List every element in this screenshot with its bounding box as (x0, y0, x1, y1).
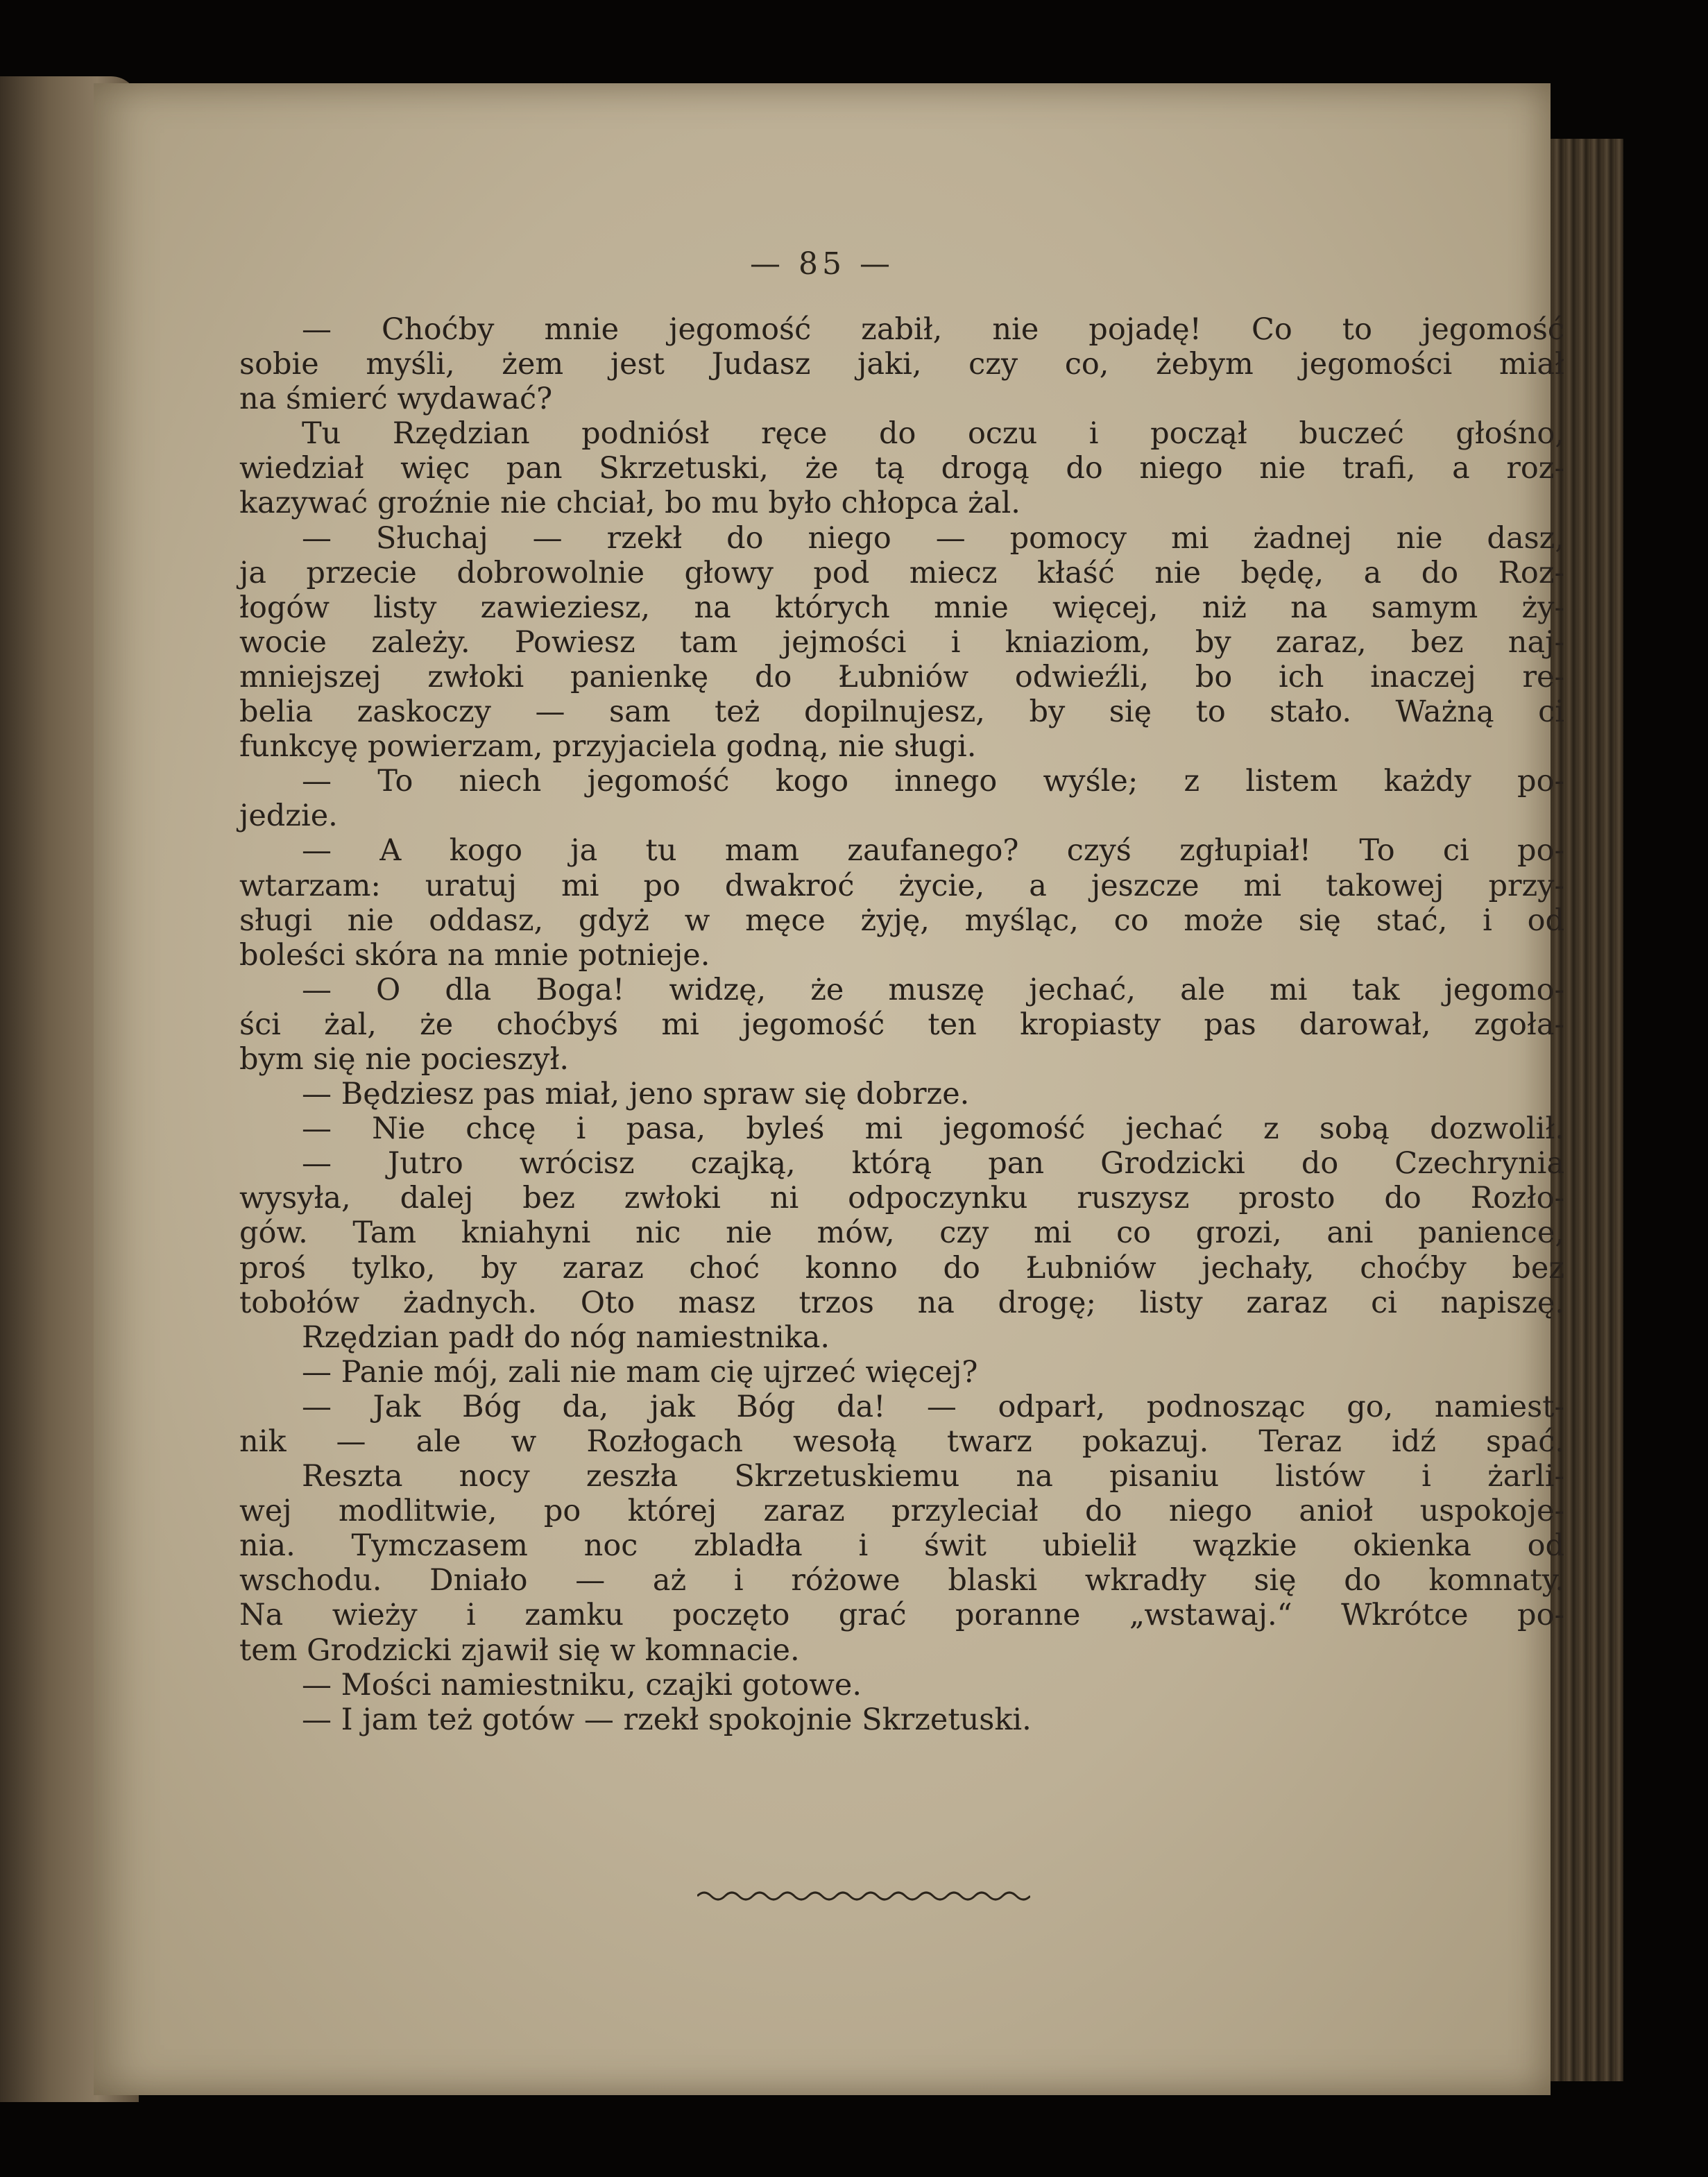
text-line: na śmierć wydawać? (239, 382, 553, 417)
text-line: mniejszej zwłoki panienkę do Łubniów odwieźli, bo ich inaczej re- (239, 659, 1564, 694)
text-line: — Mości namiestniku, czajki gotowe. (302, 1667, 862, 1702)
text-line: — Jak Bóg da, jak Bóg da! — odparł, podnosząc go, namiest- (302, 1389, 1564, 1424)
text-line: nik — ale w Rozłogach wesołą twarz pokazuj. Teraz idź spać. (239, 1424, 1564, 1459)
text-line: — Słuchaj — rzekł do niego — pomocy mi żadnej nie dasz, (302, 520, 1564, 556)
text-line: Na wieży i zamku poczęto grać poranne „wstawaj.“ Wkrótce po- (239, 1598, 1564, 1633)
text-line: tobołów żadnych. Oto masz trzos na drogę; listy zaraz ci napiszę. (239, 1285, 1564, 1320)
text-line: — Choćby mnie jegomość zabił, nie pojadę! Co to jegomość (302, 312, 1564, 347)
text-line: boleści skóra na mnie potnieje. (239, 937, 710, 973)
page-number: — 85 — (750, 246, 894, 282)
text-line: wej modlitwie, po której zaraz przyleciał do niego anioł uspokoje- (239, 1494, 1564, 1529)
text-line: — Panie mój, zali nie mam cię ujrzeć więcej? (302, 1354, 978, 1390)
book-page (94, 83, 1564, 2095)
text-line: sługi nie oddasz, gdyż w męce żyję, myśląc, co może się stać, i od (239, 903, 1564, 938)
text-line: gów. Tam kniahyni nic nie mów, czy mi co grozi, ani panience, (239, 1215, 1564, 1251)
text-line: — Jutro wrócisz czajką, którą pan Grodzicki do Czechrynia (302, 1146, 1564, 1181)
text-line: — I jam też gotów — rzekł spokojnie Skrzetuski. (302, 1702, 1032, 1737)
text-line: — Będziesz pas miał, jeno spraw się dobrze. (302, 1077, 970, 1112)
text-line: wschodu. Dniało — aż i różowe blaski wkradły się do komnaty. (239, 1563, 1564, 1598)
text-line: — A kogo ja tu mam zaufanego? czyś zgłupiał! To ci po- (302, 833, 1564, 869)
text-line: — To niech jegomość kogo innego wyśle; z listem każdy po- (302, 764, 1564, 799)
text-line: ści żal, że choćbyś mi jegomość ten kropiasty pas darował, zgoła- (239, 1007, 1564, 1042)
text-line: tem Grodzicki zjawił się w komnacie. (239, 1632, 800, 1668)
text-line: belia zaskoczy — sam też dopilnujesz, by się to stało. Ważną ci (239, 694, 1564, 730)
text-line: funkcyę powierzam, przyjaciela godną, nie sługi. (239, 729, 977, 765)
text-line: proś tylko, by zaraz choć konno do Łubniów jechały, choćby bez (239, 1250, 1564, 1286)
text-line: bym się nie pocieszył. (239, 1041, 570, 1077)
text-line: Reszta nocy zeszła Skrzetuskiemu na pisaniu listów i żarli- (302, 1459, 1564, 1494)
text-line: Rzędzian padł do nóg namiestnika. (302, 1320, 830, 1355)
text-line: wiedział więc pan Skrzetuski, że tą drogą do niego nie trafi, a roz- (239, 451, 1564, 486)
tail-ornament (697, 1884, 1030, 1904)
text-line: jedzie. (239, 799, 338, 834)
text-line: ja przecie dobrowolnie głowy pod miecz kłaść nie będę, a do Roz- (239, 555, 1564, 590)
text-line: łogów listy zawieziesz, na których mnie więcej, niż na samym ży- (239, 590, 1564, 625)
text-line: Tu Rzędzian podniósł ręce do oczu i począł buczeć głośno, (302, 416, 1564, 452)
text-line: — O dla Boga! widzę, że muszę jechać, ale mi tak jegomo- (302, 972, 1564, 1007)
body-text (239, 312, 1564, 1737)
text-line: sobie myśli, żem jest Judasz jaki, czy co, żebym jegomości miał (239, 347, 1564, 382)
text-line: wocie zależy. Powiesz tam jejmości i kniaziom, by zaraz, bez naj- (239, 624, 1564, 660)
text-line: wysyła, dalej bez zwłoki ni odpoczynku ruszysz prosto do Rozło- (239, 1181, 1564, 1216)
text-line: kazywać groźnie nie chciał, bo mu było chłopca żal. (239, 486, 1020, 521)
text-line: wtarzam: uratuj mi po dwakroć życie, a jeszcze mi takowej przy- (239, 868, 1564, 903)
text-line: nia. Tymczasem noc zbladła i świt ubielił wązkie okienka od (239, 1528, 1564, 1564)
text-line: — Nie chcę i pasa, byleś mi jegomość jechać z sobą dozwolił. (302, 1111, 1564, 1147)
